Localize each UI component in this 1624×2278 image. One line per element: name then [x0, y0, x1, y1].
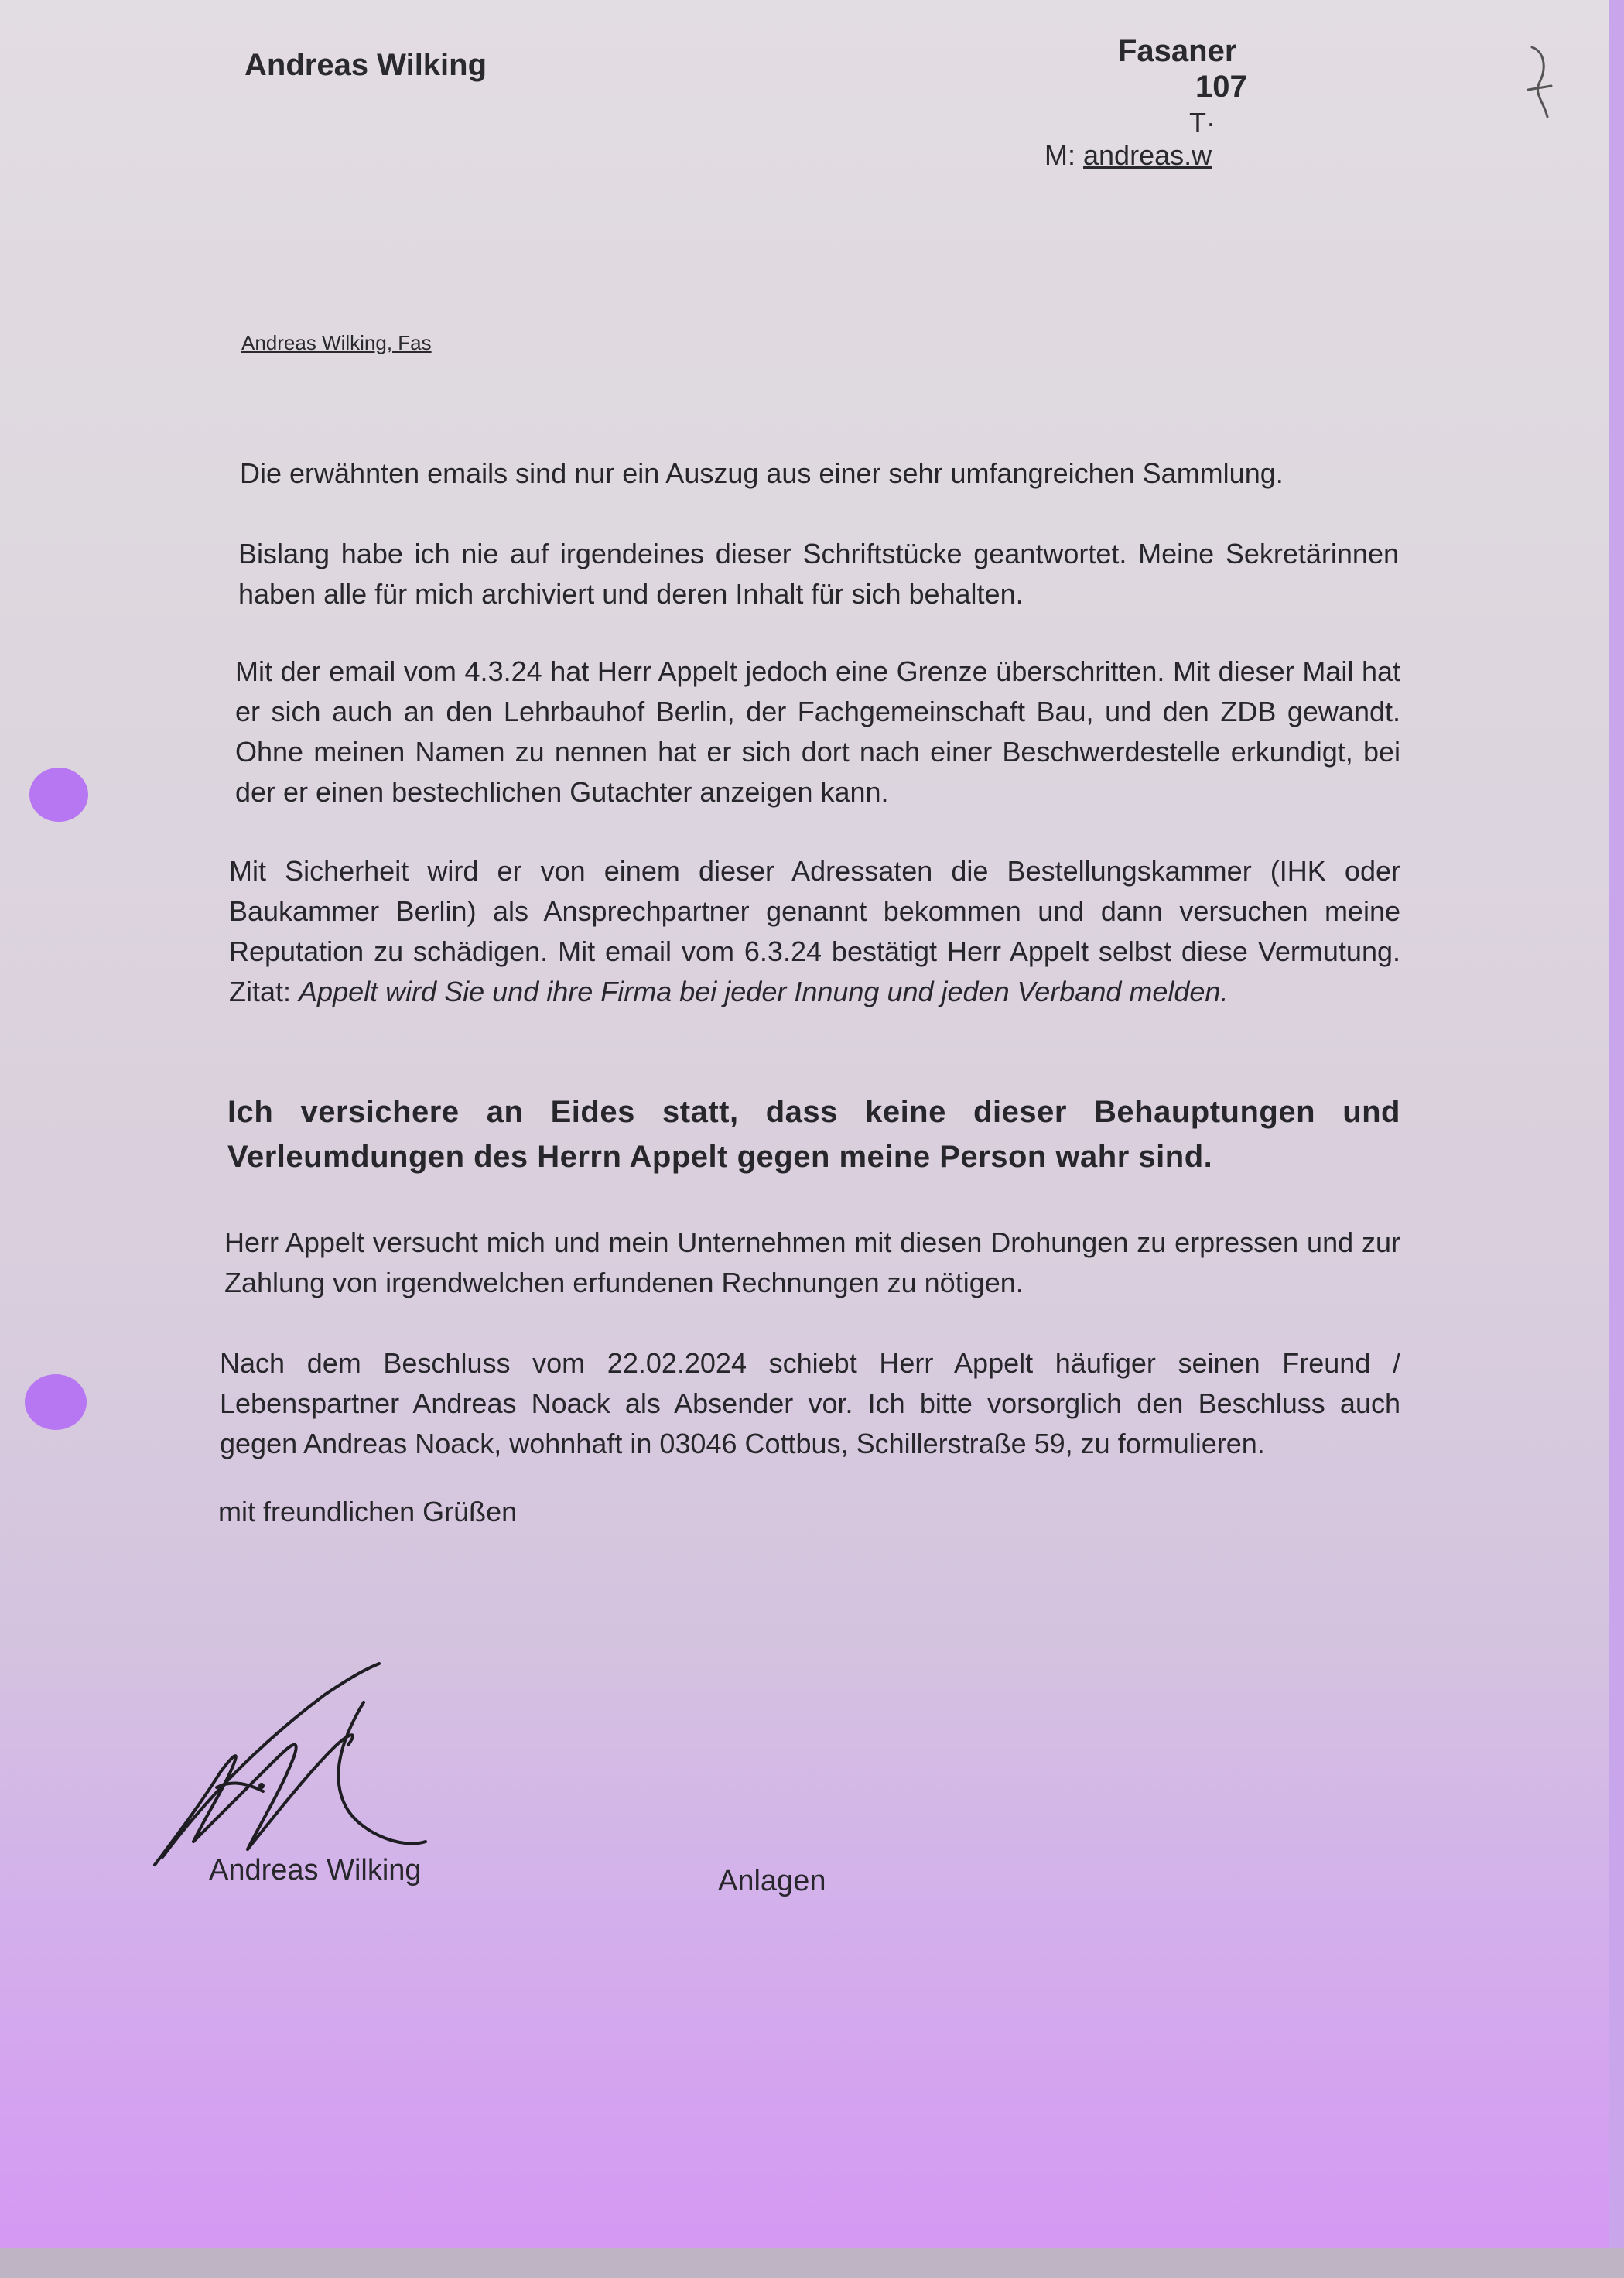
page-bottom-strip: [0, 2248, 1624, 2278]
paragraph-7: Nach dem Beschluss vom 22.02.2024 schiebt Herr Appelt häufiger seinen Freund / Lebenspartner Andreas Noack als Absender vor. Ich bitte vorsorglich den Beschluss auch gegen Andreas Noack, wohnhaft in 03046 Cottbus, Schillerstraße 59, zu formulieren.: [220, 1347, 1400, 1459]
pen-mark-icon: [1524, 43, 1555, 121]
sender-email[interactable]: andreas.w: [1083, 139, 1212, 171]
sender-phone: T·: [1189, 107, 1215, 139]
email-prefix: M:: [1044, 139, 1075, 171]
sender-house-number: 107: [1195, 70, 1247, 104]
sender-street: Fasaner: [1118, 34, 1237, 68]
punch-hole-mark: [25, 1374, 87, 1430]
page-edge: [1609, 0, 1624, 2278]
handwritten-signature: [147, 1656, 503, 1873]
sender-name: Andreas Wilking: [244, 48, 487, 82]
paragraph-2: Bislang habe ich nie auf irgendeines dieser Schriftstücke geantwortet. Meine Sekretärinnen haben alle für mich archiviert und deren Inhalt für sich behalten.: [238, 538, 1399, 610]
punch-hole-mark: [29, 768, 88, 822]
return-address-line: Andreas Wilking, Fas: [241, 331, 432, 354]
paragraph-4: [229, 851, 1400, 1012]
paragraph-6: Herr Appelt versucht mich und mein Unternehmen mit diesen Drohungen zu erpressen und zur Zahlung von irgendwelchen erfundenen Rechnungen zu nötigen.: [224, 1226, 1400, 1298]
paragraph-1: Die erwähnten emails sind nur ein Auszug aus einer sehr umfangreichen Sammlung.: [240, 457, 1284, 489]
attachments-label: Anlagen: [718, 1865, 826, 1897]
sworn-statement: Ich versichere an Eides statt, dass keine dieser Behauptungen und Verleumdungen des Herrn Appelt gegen meine Person wahr sind.: [227, 1095, 1400, 1174]
paragraph-4-text: Mit Sicherheit wird er von einem dieser Adressaten die Bestellungskammer (IHK oder Baukammer Berlin) als Ansprechpartner genannt bekommen und dann versuchen meine Reputation zu schädigen. Mit email vom 6.3.24 bestätigt Herr Appelt selbst diese Vermutung. Zitat:: [229, 855, 1400, 1007]
paragraph-3: Mit der email vom 4.3.24 hat Herr Appelt jedoch eine Grenze überschritten. Mit dieser Mail hat er sich auch an den Lehrbauhof Berlin, der Fachgemeinschaft Bau, und den ZDB gewandt. Ohne meinen Namen zu nennen hat er sich dort nach einer Beschwerdestelle erkundigt, bei der er einen bestechlichen Gutachter anzeigen kann.: [235, 655, 1400, 808]
signature-name: Andreas Wilking: [209, 1854, 422, 1886]
paragraph-4-quote: Appelt wird Sie und ihre Firma bei jeder Innung und jeden Verband melden.: [299, 976, 1229, 1007]
closing-salutation: mit freundlichen Grüßen: [218, 1496, 518, 1527]
sender-email-line: [1044, 139, 1212, 172]
